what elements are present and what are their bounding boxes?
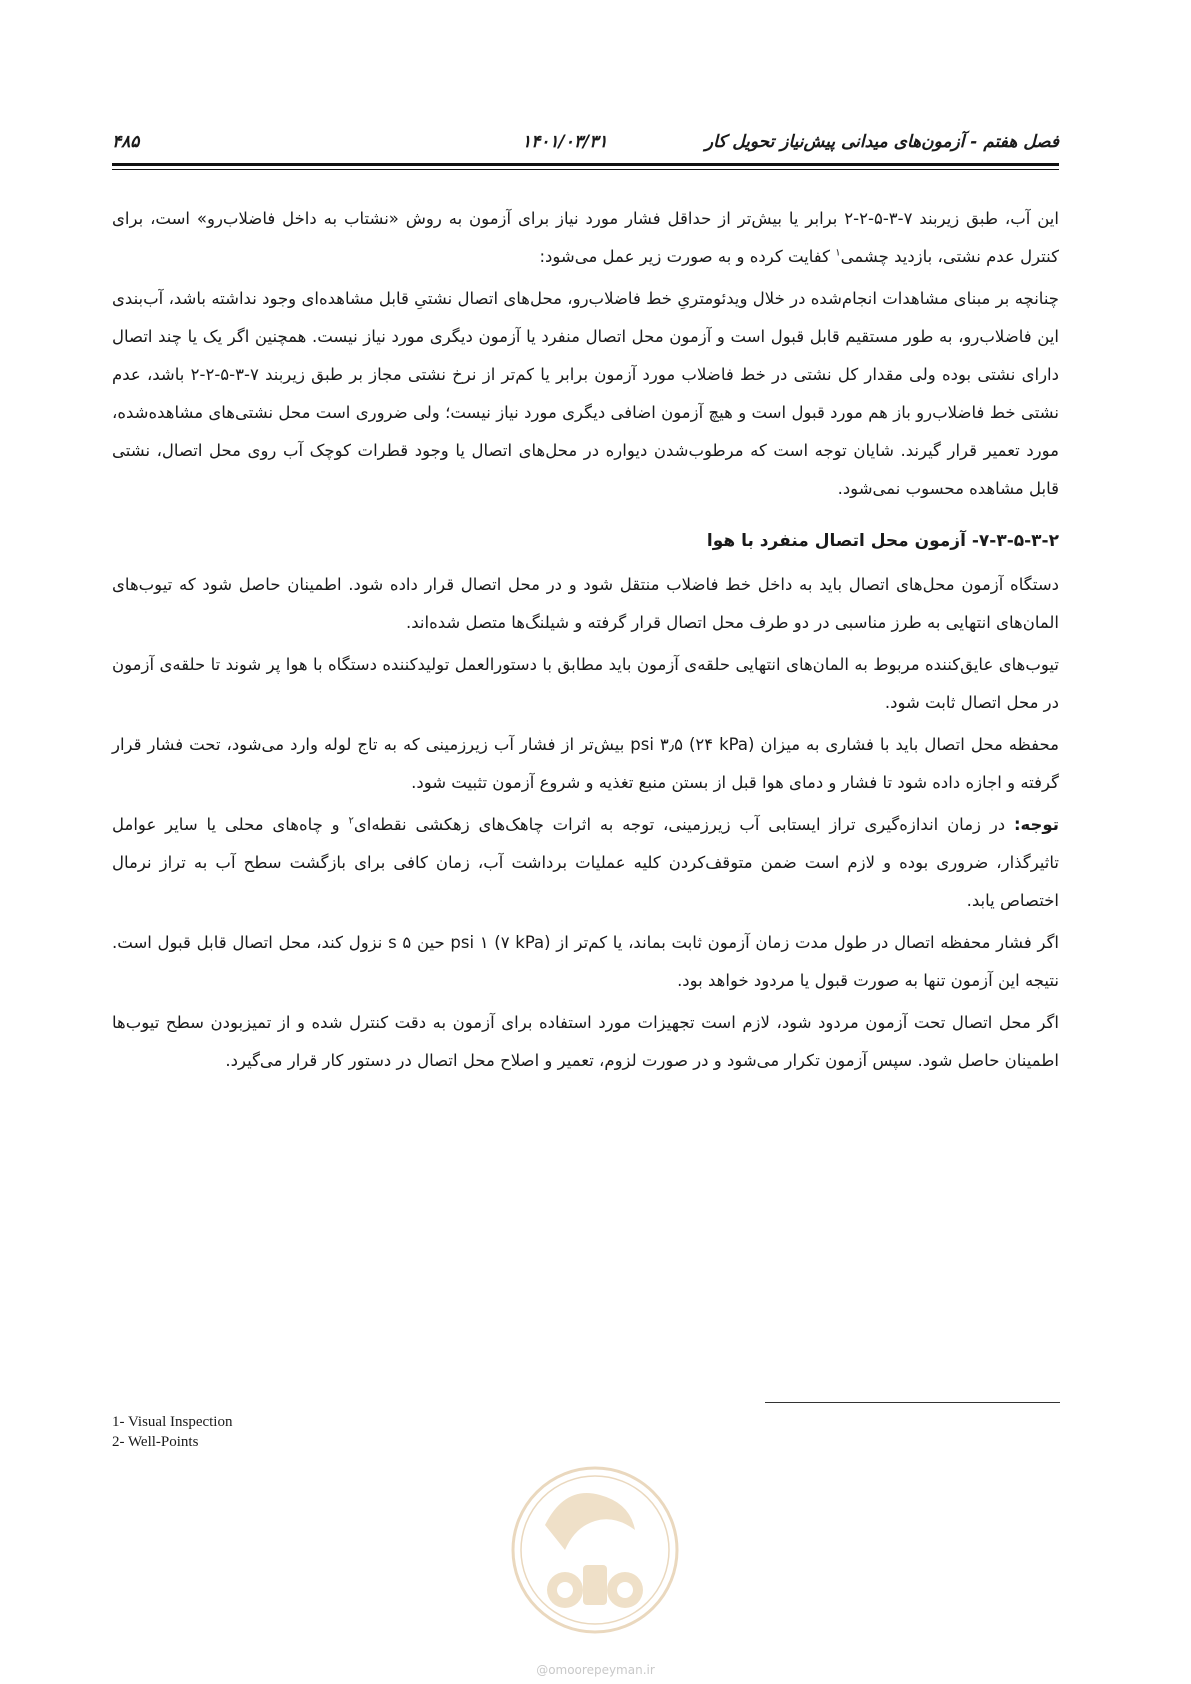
header-rule-thin [112, 169, 1059, 170]
section-heading: ۷-۳-۵-۳-۲- آزمون محل اتصال منفرد با هوا [706, 531, 1059, 551]
footnote-2: 2- Well-Points [112, 1434, 199, 1450]
footnote-ref-2[interactable]: ۲ [348, 815, 354, 827]
page-number: ۴۸۵ [112, 132, 140, 152]
paragraph-7: اگر محل اتصال تحت آزمون مردود شود، لازم است تجهیزات مورد استفاده برای آزمون به دقت کنترل شده و از تمیزبودن سطح تیوب‌ها اطمینان حاصل شود. سپس آزمون تکرار می‌شود و در صورت لزوم، تعمیر و اصلاح محل اتصال در دستور کار قرار می‌گیرد. [112, 1013, 1059, 1070]
footnotes [112, 1412, 232, 1452]
paragraph-4: تیوب‌های عایق‌کننده مربوط به المان‌های انتهایی حلقه‌ی آزمون باید مطابق با دستورالعمل تولیدکننده دستگاه با هوا پر شوند تا حلقه‌ی آزمون در محل اتصال ثابت شود. [112, 655, 1059, 712]
note-label: توجه: [1013, 815, 1059, 834]
paragraph-5: محفظه محل اتصال باید با فشاری به میزان psi ۳٫۵ (۲۴ kPa) بیش‌تر از فشار آب زیرزمینی که به تاج لوله وارد می‌شود، تحت فشار قرار گرفته و اجازه داده شود تا فشار و دمای هوا قبل از بستن منبع تغذیه و شروع آزمون تثبیت شود. [112, 735, 1059, 792]
page-header [112, 128, 1059, 168]
body-text [112, 200, 1059, 1084]
paragraph-1: این آب، طبق زیربند ۷-۳-۵-۲-۲ برابر یا بیش‌تر از حداقل فشار مورد نیاز برای آزمون به روش «نشتاب به داخل فاضلاب‌رو» است، برای کنترل عدم نشتی، بازدید چشمی$^۱$ کفایت کرده و به صورت زیر عمل می‌شود: [112, 209, 1059, 266]
paragraph-3: دستگاه آزمون محل‌های اتصال باید به داخل خط فاضلاب منتقل شود و در محل اتصال قرار داده شود. اطمینان حاصل شود که تیوب‌های المان‌های انتهایی به طرز مناسبی در دو طرف محل اتصال قرار گرفته و شیلنگ‌ها متصل شده‌اند. [112, 575, 1059, 632]
paragraph-6: اگر فشار محفظه اتصال در طول مدت زمان آزمون ثابت بماند، یا کم‌تر از psi ۱ (۷ kPa) حین ۵ s نزول کند، محل اتصال قابل قبول است. نتیجه این آزمون تنها به صورت قبول یا مردود خواهد بود. [112, 933, 1060, 990]
website-watermark: @omoorepeyman.ir [536, 1663, 655, 1677]
chapter-title: فصل هفتم - آزمون‌های میدانی پیش‌نیاز تحویل کار [704, 132, 1059, 152]
header-rule-thick [112, 163, 1059, 166]
footnote-ref-1[interactable]: ۱ [835, 247, 841, 259]
watermark-seal-icon [505, 1455, 685, 1655]
note-paragraph: توجه: در زمان اندازه‌گیری تراز ایستابی آب زیرزمینی، توجه به اثرات چاهک‌های زهکشی نقطه‌ای$^۲$ و چاه‌های محلی یا سایر عوامل تاثیرگذار، ضروری بوده و لازم است ضمن متوقف‌کردن کلیه عملیات برداشت آب، زمان کافی برای بازگشت سطح آب به تراز نرمال اختصاص یابد. [112, 815, 1059, 910]
footnote-1: 1- Visual Inspection [112, 1414, 233, 1430]
header-date: ۱۴۰۱/۰۳/۳۱ [522, 132, 608, 152]
paragraph-2: چنانچه بر مبنای مشاهدات انجام‌شده در خلال ویدئومتریِ خط فاضلاب‌رو، محل‌های اتصال نشتیِ قابل مشاهده‌ای وجود نداشته باشد، آب‌بندی این فاضلاب‌رو، به طور مستقیم قابل قبول است و آزمون محل اتصال منفرد یا آزمون دیگری مورد نیاز نیست. همچنین اگر یک یا چند اتصال دارای نشتی بوده ولی مقدار کل نشتی در خط فاضلاب مورد آزمون برابر یا کم‌تر از نرخ نشتی مجاز بر طبق زیربند ۷-۳-۵-۲-۲ باشد، عدم نشتی خط فاضلاب‌رو باز هم مورد قبول است و هیچ آزمون اضافی دیگری مورد نیاز نیست؛ ولی ضروری است محل نشتی‌های مشاهده‌شده، مورد تعمیر قرار گیرند. شایان توجه است که مرطوب‌شدن دیواره در محل‌های اتصال یا وجود قطرات کوچک آب روی محل اتصال، نشتی قابل مشاهده محسوب نمی‌شود. [112, 289, 1059, 498]
footnote-rule [765, 1402, 1060, 1403]
